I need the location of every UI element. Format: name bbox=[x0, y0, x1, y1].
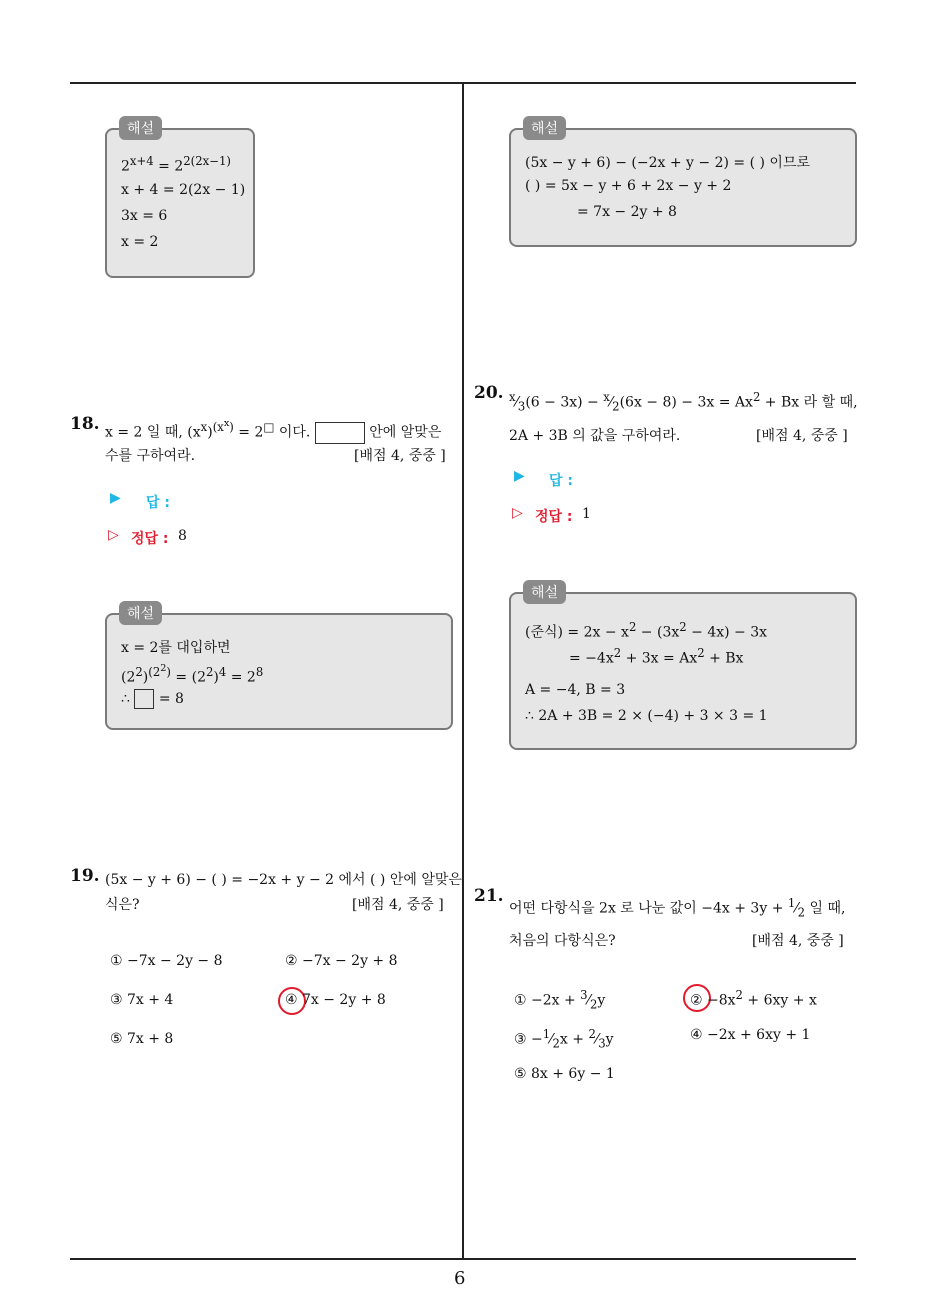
solution-line: 3x = 6 bbox=[121, 208, 168, 224]
solution-line: x + 4 = 2(2x − 1) bbox=[121, 182, 246, 198]
correct-value: 1 bbox=[582, 506, 591, 522]
question-text: x = 2 일 때, $(x^x)^{(x^x)} = 2^□$ 이다. 안에 알맞은 bbox=[105, 418, 441, 444]
question-text: 식은? bbox=[105, 897, 140, 913]
solution-box-18 bbox=[105, 613, 453, 730]
solution-tag: 해설 bbox=[523, 116, 566, 140]
column-divider bbox=[462, 82, 464, 1260]
solution-line: x = 2 bbox=[121, 234, 159, 250]
score-label: [배점 4, 중중 ] bbox=[756, 428, 848, 444]
solution-box-19 bbox=[509, 128, 857, 247]
question-text: 수를 구하여라. bbox=[105, 448, 196, 464]
choice-1[interactable]: ① $-2x + ^3⁄_2y$ bbox=[514, 988, 606, 1012]
solution-line: ( ) = 5x − y + 6 + 2x − y + 2 bbox=[525, 178, 732, 194]
question-text: 2A + 3B 의 값을 구하여라. bbox=[509, 428, 681, 444]
solution-box-20 bbox=[509, 592, 857, 750]
solution-line: ∴ 2A + 3B = 2 × (−4) + 3 × 3 = 1 bbox=[525, 708, 768, 724]
correct-value: 8 bbox=[178, 528, 187, 544]
solution-tag: 해설 bbox=[119, 601, 162, 625]
score-label: [배점 4, 중중 ] bbox=[352, 897, 444, 913]
answer-label: 답 : bbox=[146, 495, 170, 511]
page-number: 6 bbox=[454, 1268, 466, 1289]
solution-tag: 해설 bbox=[119, 116, 162, 140]
answer-blank bbox=[315, 422, 365, 444]
question-text: 처음의 다항식은? bbox=[509, 933, 616, 949]
solution-line: $2^{x+4} = 2^{2(2x-1)}$ bbox=[121, 154, 231, 175]
solution-line: (준식) = $2x - x^2 - (3x^2 - 4x) - 3x$ bbox=[525, 620, 768, 641]
score-label: [배점 4, 중중 ] bbox=[354, 448, 446, 464]
solution-line: = $-4x^2 + 3x = Ax^2 + Bx$ bbox=[569, 646, 744, 667]
question-number: 20. bbox=[474, 383, 504, 403]
choice-5[interactable]: ⑤ 7x + 8 bbox=[110, 1031, 174, 1047]
correct-label: 정답 : bbox=[131, 531, 169, 547]
solution-line: x = 2를 대입하면 bbox=[121, 640, 231, 656]
answer-label: 답 : bbox=[549, 473, 573, 489]
question-text: 어떤 다항식을 2x 로 나눈 값이 $-4x + 3y + ^1⁄_2$ 일 때, bbox=[509, 896, 846, 920]
question-number: 18. bbox=[70, 414, 100, 434]
choice-1[interactable]: ① −7x − 2y − 8 bbox=[110, 953, 223, 969]
solution-line: ∴ = 8 bbox=[121, 691, 184, 707]
correct-label: 정답 : bbox=[535, 509, 573, 525]
choice-4[interactable]: ④ 7x − 2y + 8 bbox=[285, 992, 386, 1008]
question-text: $^x⁄_3(6 - 3x)$ − $^x⁄_2(6x - 8) - 3x = Ax^2 + Bx$ 라 할 때, bbox=[509, 390, 858, 414]
choice-2[interactable]: ② −7x − 2y + 8 bbox=[285, 953, 398, 969]
correct-marker-icon: ▷ bbox=[512, 505, 523, 521]
solution-line: = 7x − 2y + 8 bbox=[577, 204, 677, 220]
solution-line: (5x − y + 6) − (−2x + y − 2) = ( ) 이므로 bbox=[525, 155, 810, 171]
choice-4[interactable]: ④ −2x + 6xy + 1 bbox=[690, 1027, 811, 1043]
question-number: 19. bbox=[70, 866, 100, 886]
question-text: (5x − y + 6) − ( ) = −2x + y − 2 에서 ( ) 안에 알맞은 bbox=[105, 872, 462, 888]
question-number: 21. bbox=[474, 886, 504, 906]
solution-tag: 해설 bbox=[523, 580, 566, 604]
choice-3[interactable]: ③ $-^1⁄_2x$ + $^2⁄_3y$ bbox=[514, 1027, 614, 1051]
choice-3[interactable]: ③ 7x + 4 bbox=[110, 992, 174, 1008]
answer-blank bbox=[134, 689, 154, 709]
solution-line: $(2^2)^{(2^2)} = (2^2)^4 = 2^8$ bbox=[121, 663, 264, 686]
choice-2[interactable]: ② $-8x^2 + 6xy + x$ bbox=[690, 988, 817, 1009]
score-label: [배점 4, 중중 ] bbox=[752, 933, 844, 949]
solution-box-17 bbox=[105, 128, 255, 278]
correct-marker-icon: ▷ bbox=[108, 527, 119, 543]
answer-marker-icon: ▶ bbox=[514, 468, 525, 484]
choice-5[interactable]: ⑤ 8x + 6y − 1 bbox=[514, 1066, 615, 1082]
answer-marker-icon: ▶ bbox=[110, 490, 121, 506]
solution-line: A = −4, B = 3 bbox=[525, 682, 626, 698]
